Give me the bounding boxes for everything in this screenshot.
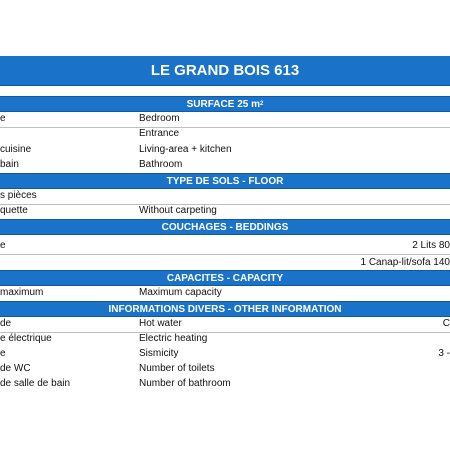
table-row <box>0 112 450 128</box>
row-fr-label: de salle de bain <box>0 378 71 389</box>
row-fr-label: quette <box>0 205 28 216</box>
section-beddings-label: COUCHAGES - BEDDINGS <box>161 221 289 233</box>
row-en-label: Sismicity <box>139 348 179 359</box>
table-row <box>0 286 450 301</box>
section-surface-label: SURFACE 25 m <box>186 98 260 110</box>
table-row <box>0 256 450 271</box>
table-row <box>0 204 450 219</box>
row-fr-label: e <box>0 348 6 359</box>
table-row <box>0 237 450 255</box>
table-row <box>0 158 450 173</box>
row-value: 3 - <box>438 348 450 359</box>
row-en-label: Bathroom <box>139 159 183 170</box>
row-en-label: Entrance <box>139 128 180 139</box>
row-fr-label: bain <box>0 159 19 170</box>
row-fr-label: cuisine <box>0 144 32 155</box>
row-en-label: Electric heating <box>139 333 208 344</box>
row-en-label: Bedroom <box>139 113 180 124</box>
row-fr-label: e <box>0 113 6 124</box>
section-floor-label: TYPE DE SOLS - FLOOR <box>166 175 284 187</box>
table-row <box>0 317 450 333</box>
row-en-label: Living-area + kitchen <box>139 144 232 155</box>
row-value: C <box>442 318 450 329</box>
row-fr-label: maximum <box>0 287 44 298</box>
section-header-beddings <box>0 219 450 235</box>
table-row <box>0 377 450 392</box>
row-fr-label: e électrique <box>0 333 52 344</box>
section-surface-sup: 2 <box>260 101 264 107</box>
row-en-label: Hot water <box>139 318 182 329</box>
table-row <box>0 332 450 347</box>
row-value: 2 Lits 80 <box>412 240 450 251</box>
page-title-text: LE GRAND BOIS 613 <box>150 62 300 79</box>
section-info-label: INFORMATIONS DIVERS - OTHER INFORMATION <box>108 303 342 315</box>
table-row <box>0 143 450 158</box>
table-row <box>0 362 450 377</box>
section-header-info <box>0 301 450 317</box>
section-header-surface <box>0 96 450 112</box>
row-fr-label: s pièces <box>0 190 37 201</box>
row-en-label: Number of toilets <box>139 363 215 374</box>
row-fr-label: e <box>0 240 6 251</box>
row-en-label: Without carpeting <box>139 205 217 216</box>
table-row <box>0 347 450 362</box>
row-fr-label: de WC <box>0 363 31 374</box>
page-title <box>0 56 450 86</box>
table-row <box>0 127 450 142</box>
section-header-floor <box>0 173 450 189</box>
row-value: 1 Canap-lit/sofa 140 <box>360 257 450 268</box>
row-en-label: Maximum capacity <box>139 287 222 298</box>
row-en-label: Number of bathroom <box>139 378 231 389</box>
section-header-capacity <box>0 270 450 286</box>
section-capacity-label: CAPACITES - CAPACITY <box>166 272 284 284</box>
table-row <box>0 189 450 205</box>
row-fr-label: de <box>0 318 12 329</box>
